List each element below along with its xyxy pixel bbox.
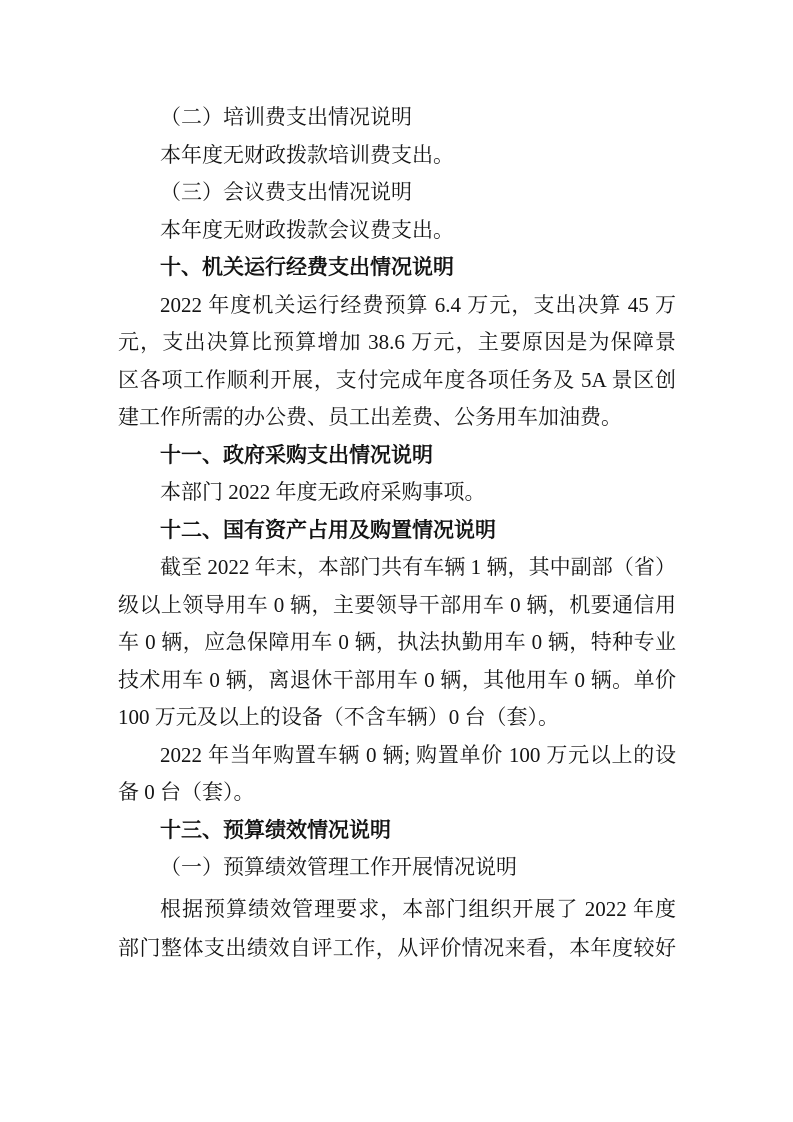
- paragraph-line: 本部门 2022 年度无政府采购事项。: [160, 480, 486, 504]
- heading-budget-performance: 十三、预算绩效情况说明: [160, 818, 391, 842]
- section-state-assets: [118, 512, 676, 812]
- heading-government-procurement: 十一、政府采购支出情况说明: [160, 443, 433, 467]
- paragraph-line: 技术用车 0 辆，离退休干部用车 0 辆，其他用车 0 辆。单价: [118, 667, 676, 692]
- paragraph: [118, 890, 676, 968]
- paragraph-line: 区各项工作顺利开展，支付完成年度各项任务及 5A 景区创: [118, 367, 676, 392]
- heading-state-assets: 十二、国有资产占用及购置情况说明: [160, 518, 496, 542]
- paragraph-line: 截至 2022 年末，本部门共有车辆 1 辆，其中副部（省）: [160, 555, 676, 579]
- heading-operating-expenses: 十、机关运行经费支出情况说明: [160, 256, 454, 279]
- subheading-meeting-fee: （三）会议费支出情况说明: [160, 180, 412, 204]
- paragraph-line: 建工作所需的办公费、员工出差费、公务用车加油费。: [118, 405, 622, 429]
- section-budget-performance: [118, 812, 676, 968]
- section-meeting-fee: [118, 174, 676, 249]
- paragraph-line: 备 0 台（套）。: [118, 780, 255, 804]
- subheading-training-fee: （二）培训费支出情况说明: [160, 105, 412, 129]
- paragraph-line: 100 万元及以上的设备（不含车辆）0 台（套）。: [118, 705, 559, 729]
- subheading-performance-management: （一）预算绩效管理工作开展情况说明: [160, 855, 517, 879]
- section-government-procurement: [118, 437, 676, 512]
- section-operating-expenses: [118, 249, 676, 437]
- paragraph-line: 2022 年度机关运行经费预算 6.4 万元，支出决算 45 万: [160, 292, 676, 317]
- paragraph-line: 2022 年当年购置车辆 0 辆; 购置单价 100 万元以上的设: [160, 742, 676, 767]
- paragraph-line: 部门整体支出绩效自评工作，从评价情况来看，本年度较好: [118, 935, 676, 960]
- paragraph-line: 元，支出决算比预算增加 38.6 万元，主要原因是为保障景: [118, 330, 676, 354]
- paragraph-line: 车 0 辆，应急保障用车 0 辆，执法执勤用车 0 辆，特种专业: [118, 630, 676, 654]
- paragraph-line: 级以上领导用车 0 辆，主要领导干部用车 0 辆，机要通信用: [118, 592, 676, 617]
- document-body: [118, 99, 676, 968]
- paragraph-line: 根据预算绩效管理要求，本部门组织开展了 2022 年度: [160, 896, 676, 921]
- paragraph-line: 本年度无财政拨款会议费支出。: [160, 217, 454, 242]
- section-training-fee: [118, 99, 676, 174]
- paragraph-line: 本年度无财政拨款培训费支出。: [160, 142, 454, 167]
